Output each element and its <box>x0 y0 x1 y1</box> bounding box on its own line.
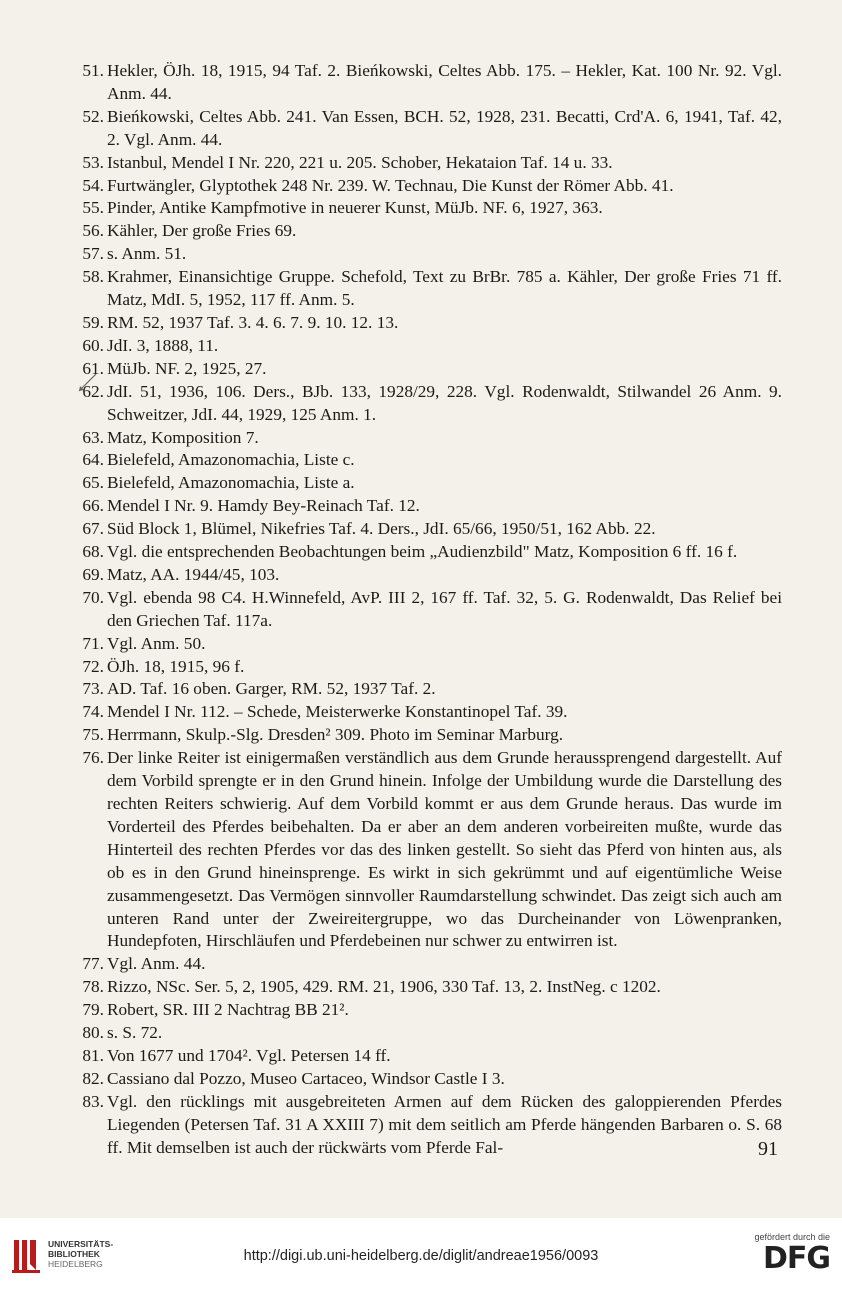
footnote-number: 73. <box>82 679 104 699</box>
footnote-text: Rizzo, NSc. Ser. 5, 2, 1905, 429. RM. 21, 1906, 330 Taf. 13, 2. InstNeg. c 1202. <box>107 977 661 997</box>
footnote-item <box>68 1022 782 1045</box>
footnote-item <box>68 976 782 999</box>
footnote-number: 66. <box>82 496 104 516</box>
footnote-item <box>68 633 782 656</box>
footnote-item <box>68 335 782 358</box>
footnote-number: 77. <box>82 954 104 974</box>
footnote-number: 82. <box>82 1068 104 1088</box>
footnote-item <box>68 449 782 472</box>
footnote-text: Von 1677 und 1704². Vgl. Petersen 14 ff. <box>107 1045 391 1065</box>
footnote-number: 79. <box>82 1000 104 1020</box>
footnote-text: Matz, AA. 1944/45, 103. <box>107 564 280 584</box>
footnote-number: 81. <box>82 1045 104 1065</box>
footnote-number: 63. <box>82 427 104 447</box>
footnote-number: 80. <box>82 1023 104 1043</box>
footnote-number: 61. <box>82 358 104 378</box>
footnote-number: 75. <box>82 725 104 745</box>
footnote-number: 53. <box>82 152 104 172</box>
footnote-item <box>68 541 782 564</box>
footnote-text: s. Anm. 51. <box>107 244 187 264</box>
footnote-text: Vgl. Anm. 50. <box>107 633 206 653</box>
footnote-text: ÖJh. 18, 1915, 96 f. <box>107 656 245 676</box>
library-name-line1: UNIVERSITÄTS- <box>48 1239 114 1249</box>
footnote-number: 59. <box>82 312 104 332</box>
footnote-number: 68. <box>82 542 104 562</box>
footnote-item <box>68 427 782 450</box>
footnote-item <box>68 953 782 976</box>
footnote-item <box>68 999 782 1022</box>
dfg-wordmark: DFG <box>762 1241 830 1276</box>
footnote-number: 74. <box>82 702 104 722</box>
footnote-item <box>68 1068 782 1091</box>
footnote-item <box>68 152 782 175</box>
pencil-mark-icon <box>76 370 100 394</box>
footnote-item <box>68 175 782 198</box>
footnote-text: Vgl. den rücklings mit ausgebreiteten Armen auf dem Rücken des galoppierenden Pferdes Liegenden (Petersen Taf. 31 A XXIII 7) mit dem seitlich am Pferde hängenden Barbaren o. S. 68 ff. Mit demselben ist auch der rückwärts vom Pferde Fal- <box>107 1091 782 1157</box>
footnote-number: 65. <box>82 473 104 493</box>
footnote-item <box>68 312 782 335</box>
footnote-text: Hekler, ÖJh. 18, 1915, 94 Taf. 2. Bieńkowski, Celtes Abb. 175. – Hekler, Kat. 100 Nr. 92. Vgl. Anm. 44. <box>107 61 782 103</box>
footnote-text: Mendel I Nr. 9. Hamdy Bey-Reinach Taf. 12. <box>107 496 420 516</box>
footnote-number: 72. <box>82 656 104 676</box>
footnote-item <box>68 266 782 312</box>
footnote-text: Mendel I Nr. 112. – Schede, Meisterwerke Konstantinopel Taf. 39. <box>107 702 568 722</box>
footnote-item <box>68 358 782 381</box>
footnote-item <box>68 197 782 220</box>
footnote-number: 51. <box>82 61 104 80</box>
footnote-text: Robert, SR. III 2 Nachtrag BB 21². <box>107 1000 349 1020</box>
footnote-text: AD. Taf. 16 oben. Garger, RM. 52, 1937 Taf. 2. <box>107 679 436 699</box>
footnote-number: 76. <box>82 748 104 768</box>
page-number: 91 <box>758 1138 778 1160</box>
footnote-item <box>68 724 782 747</box>
footnote-text: Vgl. die entsprechenden Beobachtungen beim „Audienzbild" Matz, Komposition 6 ff. 16 f. <box>107 542 738 562</box>
footnote-item <box>68 1091 782 1160</box>
footnote-text: Bielefeld, Amazonomachia, Liste c. <box>107 450 355 470</box>
footnote-item <box>68 243 782 266</box>
footnote-item <box>68 1045 782 1068</box>
footnote-number: 58. <box>82 267 104 287</box>
footnote-number: 60. <box>82 335 104 355</box>
footnote-item <box>68 472 782 495</box>
footnote-number: 64. <box>82 450 104 470</box>
dfg-caption: gefördert durch die <box>754 1232 830 1242</box>
footnote-text: s. S. 72. <box>107 1023 163 1043</box>
footnote-item <box>68 564 782 587</box>
footnote-text: RM. 52, 1937 Taf. 3. 4. 6. 7. 9. 10. 12. 13. <box>107 312 399 332</box>
footnote-text: Vgl. Anm. 44. <box>107 954 206 974</box>
footnote-text: JdI. 3, 1888, 11. <box>107 335 219 355</box>
footnote-item <box>68 60 782 106</box>
footer-bar <box>0 1218 842 1291</box>
footnote-number: 55. <box>82 198 104 218</box>
footnote-item <box>68 220 782 243</box>
footnote-item <box>68 701 782 724</box>
dfg-logo[interactable] <box>740 1232 830 1274</box>
footnote-text: Vgl. ebenda 98 C4. H.Winnefeld, AvP. III 2, 167 ff. Taf. 32, 5. G. Rodenwaldt, Das Relief bei den Griechen Taf. 117a. <box>107 587 782 630</box>
footnote-text: Kähler, Der große Fries 69. <box>107 221 297 241</box>
footnote-number: 57. <box>82 244 104 264</box>
footnote-text: Matz, Komposition 7. <box>107 427 259 447</box>
footnote-text: MüJb. NF. 2, 1925, 27. <box>107 358 267 378</box>
footnote-item <box>68 381 782 427</box>
footnote-number: 83. <box>82 1091 104 1111</box>
footnote-text: Süd Block 1, Blümel, Nikefries Taf. 4. Ders., JdI. 65/66, 1950/51, 162 Abb. 22. <box>107 519 656 539</box>
footnote-number: 56. <box>82 221 104 241</box>
footnote-text: Bielefeld, Amazonomachia, Liste a. <box>107 473 355 493</box>
footnote-text: Pinder, Antike Kampfmotive in neuerer Kunst, MüJb. NF. 6, 1927, 363. <box>107 198 603 218</box>
footnote-text: Der linke Reiter ist einigermaßen verständlich aus dem Grunde heraussprengend dargestellt. Auf dem Vorbild sprengte er in den Grund hinein. Infolge der Umbildung wurde die Darstellung des rechten Reiters schwierig. Auf dem Vorbild kommt er aus dem Grunde heraus. Das wurde im Vorderteil des Pferdes beibehalten. Da er aber an dem anderen vorbeireiten mußte, wurde das Hinterteil des rechten Pferdes vor das des linken gestellt. So sieht das Pferd von hinten aus, als ob es in den Grund hineinsprenge. Es wirkt in sich gekrümmt und auf eigentümliche Weise zusammengesetzt. Das Vermögen sinnvoller Raumdarstellung schwindet. Das zeigt sich auch am unteren Rand unter der Zweireitergruppe, wo das Durcheinander von Löwenpranken, Hundepfoten, Hirschläufen und Pferdebeinen nur schwer zu entwirren ist. <box>107 748 782 951</box>
footnote-item <box>68 495 782 518</box>
library-name-line2: BIBLIOTHEK <box>48 1249 100 1259</box>
footnote-number: 62. <box>82 381 104 401</box>
source-url-link[interactable]: http://digi.ub.uni-heidelberg.de/diglit/andreae1956/0093 <box>243 1248 599 1264</box>
footnote-number: 70. <box>82 587 104 607</box>
footnote-number: 69. <box>82 564 104 584</box>
footnote-item <box>68 747 782 953</box>
footnote-item <box>68 656 782 679</box>
library-name-line3: HEIDELBERG <box>48 1259 103 1269</box>
footnote-item <box>68 518 782 541</box>
footnote-number: 54. <box>82 175 104 195</box>
footnote-item <box>68 678 782 701</box>
footnote-text: Cassiano dal Pozzo, Museo Cartaceo, Windsor Castle I 3. <box>107 1068 505 1088</box>
footnote-number: 52. <box>82 106 104 126</box>
footnote-number: 78. <box>82 977 104 997</box>
footnote-text: Istanbul, Mendel I Nr. 220, 221 u. 205. Schober, Hekataion Taf. 14 u. 33. <box>107 152 613 172</box>
footnote-text: Herrmann, Skulp.-Slg. Dresden² 309. Photo im Seminar Marburg. <box>107 725 564 745</box>
footnote-text: Krahmer, Einansichtige Gruppe. Schefold, Text zu BrBr. 785 a. Kähler, Der große Fries 71 ff. Matz, MdI. 5, 1952, 117 ff. Anm. 5. <box>107 267 782 310</box>
footnote-text: JdI. 51, 1936, 106. Ders., BJb. 133, 1928/29, 228. Vgl. Rodenwaldt, Stilwandel 26 Anm. 9. Schweitzer, JdI. 44, 1929, 125 Anm. 1. <box>107 381 782 424</box>
footnote-item <box>68 106 782 152</box>
footnotes-list <box>68 60 782 1160</box>
footnote-number: 67. <box>82 519 104 539</box>
footnote-item <box>68 587 782 633</box>
footnote-text: Furtwängler, Glyptothek 248 Nr. 239. W. Technau, Die Kunst der Römer Abb. 41. <box>107 175 674 195</box>
footnote-text: Bieńkowski, Celtes Abb. 241. Van Essen, BCH. 52, 1928, 231. Becatti, Crd'A. 6, 1941, Taf. 42, 2. Vgl. Anm. 44. <box>107 106 782 149</box>
footnote-number: 71. <box>82 633 104 653</box>
